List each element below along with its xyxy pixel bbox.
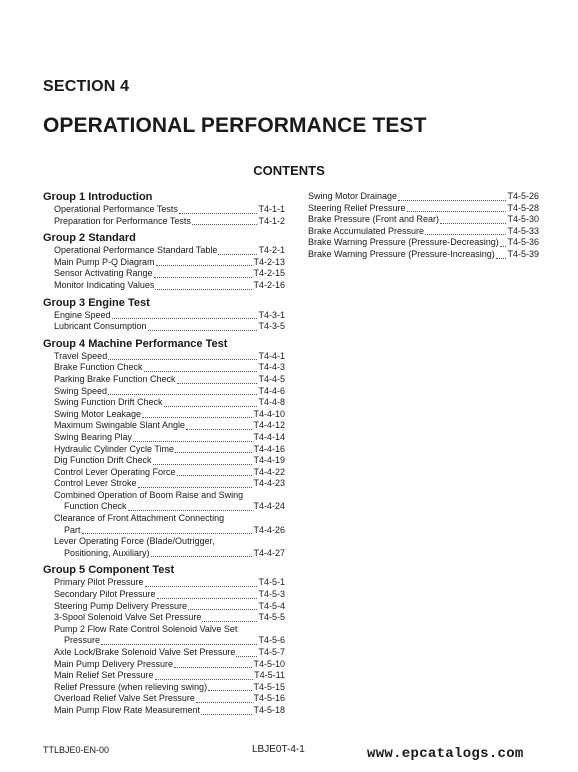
toc-entry[interactable] xyxy=(308,249,539,261)
toc-entry-page: T4-3-5 xyxy=(258,321,285,332)
toc-entry-page: T4-5-15 xyxy=(253,681,285,692)
toc-entry-label: Lubricant Consumption xyxy=(54,321,147,332)
toc-entry-label: Swing Motor Drainage xyxy=(308,191,398,201)
toc-entry[interactable] xyxy=(54,362,285,374)
toc-entry-label: Maximum Swingable Slant Angle xyxy=(54,420,186,431)
toc-entry-page: T4-2-1 xyxy=(258,245,285,256)
toc-entry-label: Parking Brake Function Check xyxy=(54,373,176,384)
toc-entry-label-line1: Pump 2 Flow Rate Control Solenoid Valve Set xyxy=(54,623,238,634)
toc-entry-label-line1: Lever Operating Force (Blade/Outrigger, xyxy=(54,536,215,547)
toc-entry[interactable] xyxy=(308,203,539,215)
toc-entry[interactable] xyxy=(54,670,285,682)
toc-entry-page: T4-4-24 xyxy=(253,501,285,512)
toc-entry-page: T4-5-1 xyxy=(258,577,285,588)
dot-leader xyxy=(101,644,257,645)
toc-entry-label: Brake Warning Pressure (Pressure-Decreasing) xyxy=(308,237,499,248)
toc-entry-label: Axle Lock/Brake Solenoid Valve Set Pressure xyxy=(54,647,236,657)
toc-group-title: Group 2 Standard xyxy=(43,232,136,245)
toc-entry-page: T4-4-10 xyxy=(253,408,285,419)
toc-entry-label: Swing Speed xyxy=(54,385,108,396)
toc-entry-page: T4-1-1 xyxy=(258,204,285,214)
dot-leader xyxy=(208,690,252,691)
toc-entry-page: T4-4-27 xyxy=(253,547,285,558)
toc-entry[interactable] xyxy=(54,409,285,421)
toc-entry[interactable] xyxy=(54,280,285,292)
toc-entry-label: Sensor Activating Range xyxy=(54,268,153,279)
toc-entry-page: T4-5-30 xyxy=(507,214,539,225)
dot-leader xyxy=(218,254,257,255)
toc-group-title: Group 3 Engine Test xyxy=(43,296,150,309)
toc-entry-page: T4-4-12 xyxy=(253,420,285,431)
toc-entry[interactable] xyxy=(64,548,285,560)
dot-leader xyxy=(398,200,506,201)
toc-entry[interactable] xyxy=(54,467,285,479)
dot-leader xyxy=(142,417,252,418)
toc-entry[interactable] xyxy=(54,374,285,386)
toc-entry-label: Travel Speed xyxy=(54,350,108,361)
dot-leader xyxy=(148,330,258,331)
toc-entry-label: Dig Function Drift Check xyxy=(54,455,152,466)
toc-entry[interactable] xyxy=(54,397,285,409)
toc-entry[interactable] xyxy=(54,612,285,624)
toc-entry-page: T4-1-2 xyxy=(258,215,285,226)
dot-leader xyxy=(155,679,254,680)
toc-entry-label: Secondary Pilot Pressure xyxy=(54,589,156,600)
toc-entry[interactable] xyxy=(54,432,285,444)
dot-leader xyxy=(164,406,258,407)
toc-entry-page: T4-5-10 xyxy=(253,658,285,669)
toc-entry-page: T4-4-5 xyxy=(258,373,285,384)
toc-entry-label: Positioning, Auxiliary) xyxy=(64,547,150,558)
toc-entry-page: T4-5-6 xyxy=(258,635,285,646)
dot-leader xyxy=(175,452,252,453)
dot-leader xyxy=(425,234,506,235)
toc-entry[interactable] xyxy=(54,589,285,601)
toc-entry[interactable] xyxy=(54,682,285,694)
toc-entry-label: Part xyxy=(64,524,81,535)
toc-entry-label: Relief Pressure (when relieving swing) xyxy=(54,681,208,692)
toc-entry-label: Hydraulic Cylinder Cycle Time xyxy=(54,443,175,454)
toc-entry-label: 3-Spool Solenoid Valve Set Pressure xyxy=(54,612,202,623)
toc-entry-label: Steering Pump Delivery Pressure xyxy=(54,600,188,611)
toc-entry-label: Main Relief Set Pressure xyxy=(54,670,154,681)
toc-entry-page: T4-5-33 xyxy=(507,225,539,236)
toc-entry-label: Pressure xyxy=(64,635,101,646)
toc-entry-page: T4-4-8 xyxy=(258,397,285,408)
toc-entry[interactable] xyxy=(54,444,285,456)
toc-entry-label: Steering Relief Pressure xyxy=(308,202,406,213)
toc-entry-page: T4-4-6 xyxy=(258,385,285,396)
toc-entry-page: T4-4-16 xyxy=(253,443,285,454)
dot-leader xyxy=(177,475,253,476)
toc-entry-label: Main Pump Flow Rate Measurement xyxy=(54,704,201,715)
dot-leader xyxy=(202,621,257,622)
dot-leader xyxy=(108,359,257,360)
toc-entry[interactable] xyxy=(54,693,285,705)
toc-entry-label: Engine Speed xyxy=(54,309,111,320)
dot-leader xyxy=(153,464,253,465)
contents-heading: CONTENTS xyxy=(253,163,325,178)
toc-entry[interactable] xyxy=(54,257,285,269)
dot-leader xyxy=(133,441,252,442)
toc-entry-multiline[interactable] xyxy=(54,513,285,536)
toc-entry-page: T4-4-19 xyxy=(253,455,285,466)
dot-leader xyxy=(201,714,252,715)
dot-leader xyxy=(179,213,258,214)
toc-entry-page: T4-4-23 xyxy=(253,478,285,489)
toc-left-column xyxy=(43,191,285,717)
toc-entry-label: Monitor Indicating Values xyxy=(54,279,155,290)
toc-entry[interactable] xyxy=(308,214,539,226)
toc-right-column xyxy=(308,191,539,261)
toc-entry-multiline[interactable] xyxy=(54,536,285,559)
dot-leader xyxy=(156,265,253,266)
dot-leader xyxy=(138,487,253,488)
toc-entry-label: Main Pump P-Q Diagram xyxy=(54,256,155,267)
toc-entry[interactable] xyxy=(54,386,285,398)
toc-entry-page: T4-5-16 xyxy=(253,693,285,704)
toc-entry-label: Operational Performance Tests xyxy=(54,204,178,214)
dot-leader xyxy=(144,371,258,372)
dot-leader xyxy=(196,702,253,703)
toc-entry[interactable] xyxy=(54,204,285,216)
dot-leader xyxy=(174,667,252,668)
toc-entry[interactable] xyxy=(54,647,285,659)
toc-entry-page: T4-2-13 xyxy=(253,256,285,267)
page-title: OPERATIONAL PERFORMANCE TEST xyxy=(43,114,427,137)
toc-entry[interactable] xyxy=(54,245,285,257)
toc-entry-page: T4-2-15 xyxy=(253,268,285,279)
toc-entry-page: T4-5-4 xyxy=(258,600,285,611)
toc-entry-label: Brake Warning Pressure (Pressure-Increasing) xyxy=(308,248,495,259)
toc-entry-page: T4-5-11 xyxy=(254,670,285,681)
toc-entry-page: T4-4-1 xyxy=(258,350,285,361)
dot-leader xyxy=(407,211,507,212)
toc-entry[interactable] xyxy=(54,659,285,671)
toc-entry-page: T4-5-7 xyxy=(258,647,285,657)
toc-entry[interactable] xyxy=(308,191,539,203)
toc-entry[interactable] xyxy=(308,226,539,238)
toc-entry-label: Control Lever Operating Force xyxy=(54,466,176,477)
toc-entry-label: Brake Accumulated Pressure xyxy=(308,225,425,236)
footer-page-code: LBJE0T-4-1 xyxy=(252,744,305,755)
toc-entry[interactable] xyxy=(54,310,285,322)
dot-leader xyxy=(192,224,258,225)
toc-entry-label: Operational Performance Standard Table xyxy=(54,245,218,256)
toc-entry-page: T4-4-22 xyxy=(253,466,285,477)
toc-entry[interactable] xyxy=(54,268,285,280)
toc-entry[interactable] xyxy=(308,237,539,249)
toc-entry-multiline[interactable] xyxy=(54,490,285,513)
toc-entry[interactable] xyxy=(64,501,285,513)
toc-entry[interactable] xyxy=(64,525,285,537)
toc-entry-page: T4-2-16 xyxy=(253,279,285,290)
dot-leader xyxy=(112,318,258,319)
toc-entry[interactable] xyxy=(54,216,285,228)
toc-entry-label: Brake Pressure (Front and Rear) xyxy=(308,214,440,225)
toc-entry-label: Swing Motor Leakage xyxy=(54,408,142,419)
toc-entry[interactable] xyxy=(54,420,285,432)
dot-leader xyxy=(108,394,257,395)
toc-entry[interactable] xyxy=(54,705,285,717)
dot-leader xyxy=(82,533,253,534)
toc-entry-page: T4-5-26 xyxy=(507,191,539,201)
toc-entry-page: T4-5-3 xyxy=(258,589,285,600)
dot-leader xyxy=(155,289,252,290)
toc-entry[interactable] xyxy=(54,321,285,333)
toc-entry-page: T4-5-28 xyxy=(507,202,539,213)
toc-entry-page: T4-5-39 xyxy=(507,248,539,259)
footer-document-code: TTLBJE0-EN-00 xyxy=(43,745,110,755)
toc-entry-label: Primary Pilot Pressure xyxy=(54,577,144,588)
toc-group-title: Group 1 Introduction xyxy=(43,191,153,203)
dot-leader xyxy=(157,598,258,599)
toc-entry[interactable] xyxy=(54,351,285,363)
toc-entry-page: T4-3-1 xyxy=(258,309,285,320)
toc-entry[interactable] xyxy=(54,455,285,467)
toc-entry-label: Function Check xyxy=(64,501,127,512)
dot-leader xyxy=(236,656,257,657)
toc-group-title: Group 4 Machine Performance Test xyxy=(43,337,228,350)
toc-entry-page: T4-4-26 xyxy=(253,524,285,535)
toc-group-title: Group 5 Component Test xyxy=(43,564,175,577)
toc-entry-label-line1: Clearance of Front Attachment Connecting xyxy=(54,513,225,524)
toc-entry-page: T4-5-18 xyxy=(253,704,285,715)
dot-leader xyxy=(151,556,253,557)
dot-leader xyxy=(177,383,258,384)
dot-leader xyxy=(496,258,507,259)
toc-entry[interactable] xyxy=(64,635,285,647)
toc-entry-page: T4-5-5 xyxy=(258,612,285,623)
toc-entry-page: T4-5-36 xyxy=(507,237,539,248)
toc-entry-label: Brake Function Check xyxy=(54,362,143,373)
toc-entry-label: Preparation for Performance Tests xyxy=(54,215,191,226)
toc-entry-label-line1: Combined Operation of Boom Raise and Swing xyxy=(54,489,244,500)
toc-entry-label: Swing Function Drift Check xyxy=(54,397,163,408)
toc-entry[interactable] xyxy=(54,601,285,613)
toc-entry-label: Main Pump Delivery Pressure xyxy=(54,658,174,669)
section-label: SECTION 4 xyxy=(43,78,130,95)
toc-entry-page: T4-4-14 xyxy=(253,431,285,442)
dot-leader xyxy=(188,609,257,610)
dot-leader xyxy=(154,277,253,278)
toc-entry-label: Overload Relief Valve Set Pressure xyxy=(54,693,195,704)
toc-entry[interactable] xyxy=(54,478,285,490)
toc-entry[interactable] xyxy=(54,577,285,589)
toc-entry-multiline[interactable] xyxy=(54,624,285,647)
dot-leader xyxy=(128,510,253,511)
dot-leader xyxy=(500,246,507,247)
dot-leader xyxy=(186,429,252,430)
toc-entry-label: Swing Bearing Play xyxy=(54,431,133,442)
dot-leader xyxy=(440,223,506,224)
watermark-text: www.epcatalogs.com xyxy=(367,746,524,762)
toc-entry-page: T4-4-3 xyxy=(258,362,285,373)
dot-leader xyxy=(145,586,258,587)
toc-entry-label: Control Lever Stroke xyxy=(54,478,137,489)
